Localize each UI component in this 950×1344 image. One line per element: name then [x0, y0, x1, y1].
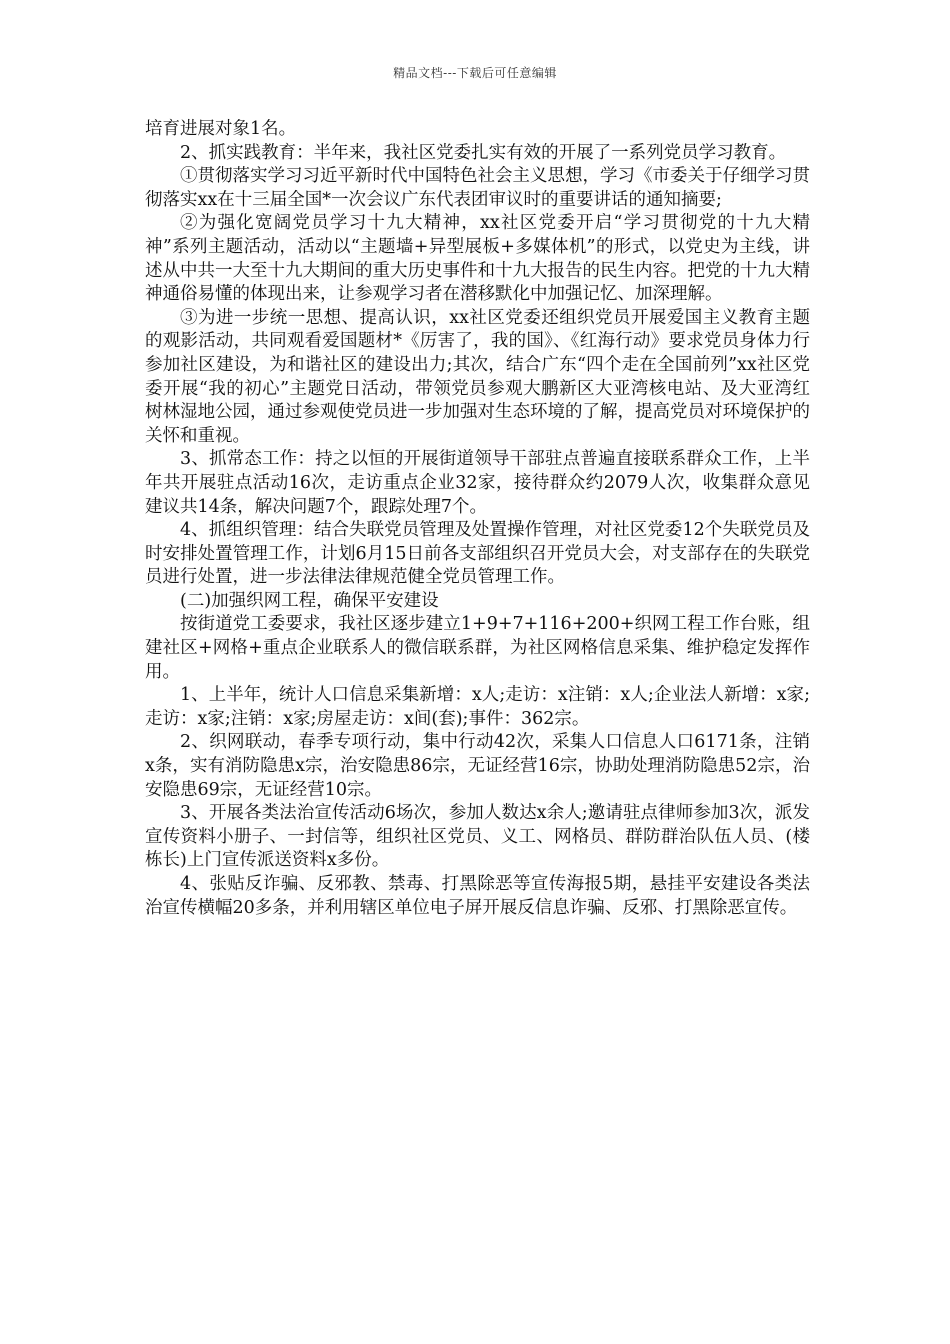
document-body	[145, 118, 810, 920]
paragraph-continuation: 培育进展对象1名。	[145, 119, 297, 139]
paragraph-section-intro: 按街道党工委要求，我社区逐步建立1+9+7+116+200+织网工程工作台账，组建社区+网格+重点企业联系人的微信联系群，为社区网格信息采集、维护稳定发挥作用。	[145, 614, 810, 682]
paragraph-population-stats: 1、上半年，统计人口信息采集新增：x人;走访：x注销：x人;企业法人新增：x家;走访：x家;注销：x家;房屋走访：x间(套);事件：362宗。	[145, 685, 810, 729]
section-heading: (二)加强织网工程，确保平安建设	[180, 590, 439, 611]
paragraph-routine-work: 3、抓常态工作：持之以恒的开展街道领导干部驻点普遍直接联系群众工作，上半年共开展驻点活动16次，走访重点企业32家，接待群众约2079人次，收集群众意见建议共14条，解决问题7个，跟踪处理7个。	[145, 449, 810, 517]
paragraph-legal-publicity: 3、开展各类法治宣传活动6场次，参加人数达x余人;邀请驻点律师参加3次，派发宣传资料小册子、一封信等，组织社区党员、义工、网格员、群防群治队伍人员、(楼栋长)上门宣传派送资料x多份。	[145, 803, 810, 871]
page-header: 精品文档---下载后可任意编辑	[393, 66, 557, 80]
paragraph-posters: 4、张贴反诈骗、反邪教、禁毒、打黑除恶等宣传海报5期，悬挂平安建设各类法治宣传横幅20多条，并利用辖区单位电子屏开展反信息诈骗、反邪、打黑除恶宣传。	[145, 874, 810, 918]
paragraph-grid-linkage: 2、织网联动，春季专项行动，集中行动42次，采集人口信息人口6171条，注销x条，实有消防隐患x宗，治安隐患86宗，无证经营16宗，协助处理消防隐患52宗，治安隐患69宗，无证经营10宗。	[145, 732, 810, 800]
paragraph-item-2: ②为强化宽阔党员学习十九大精神，xx社区党委开启“学习贯彻党的十九大精神”系列主题活动，活动以“主题墙+异型展板+多媒体机”的形式，以党史为主线，讲述从中共一大至十九大期间的重大历史事件和十九大报告的民生内容。把党的十九大精神通俗易懂的体现出来，让参观学习者在潜移默化中加强记忆、加深理解。	[145, 213, 810, 305]
paragraph-practice-education: 2、抓实践教育：半年来，我社区党委扎实有效的开展了一系列党员学习教育。	[180, 142, 787, 163]
paragraph-organization-management: 4、抓组织管理：结合失联党员管理及处置操作管理，对社区党委12个失联党员及时安排处置管理工作，计划6月15日前各支部组织召开党员大会，对支部存在的失联党员进行处置，进一步法律法律规范健全党员管理工作。	[145, 520, 810, 588]
paragraph-item-1: ①贯彻落实学习习近平新时代中国特色社会主义思想，学习《市委关于仔细学习贯彻落实xx在十三届全国*一次会议广东代表团审议时的重要讲话的通知摘要;	[145, 166, 810, 210]
paragraph-item-3: ③为进一步统一思想、提高认识，xx社区党委还组织党员开展爱国主义教育主题的观影活动，共同观看爱国题材*《厉害了，我的国》、《红海行动》要求党员身体力行参加社区建设，为和谐社区的建设出力;其次，结合广东“四个走在全国前列”xx社区党委开展“我的初心”主题党日活动，带领党员参观大鹏新区大亚湾核电站、及大亚湾红树林湿地公园，通过参观使党员进一步加强对生态环境的了解，提高党员对环境保护的关怀和重视。	[145, 307, 810, 446]
